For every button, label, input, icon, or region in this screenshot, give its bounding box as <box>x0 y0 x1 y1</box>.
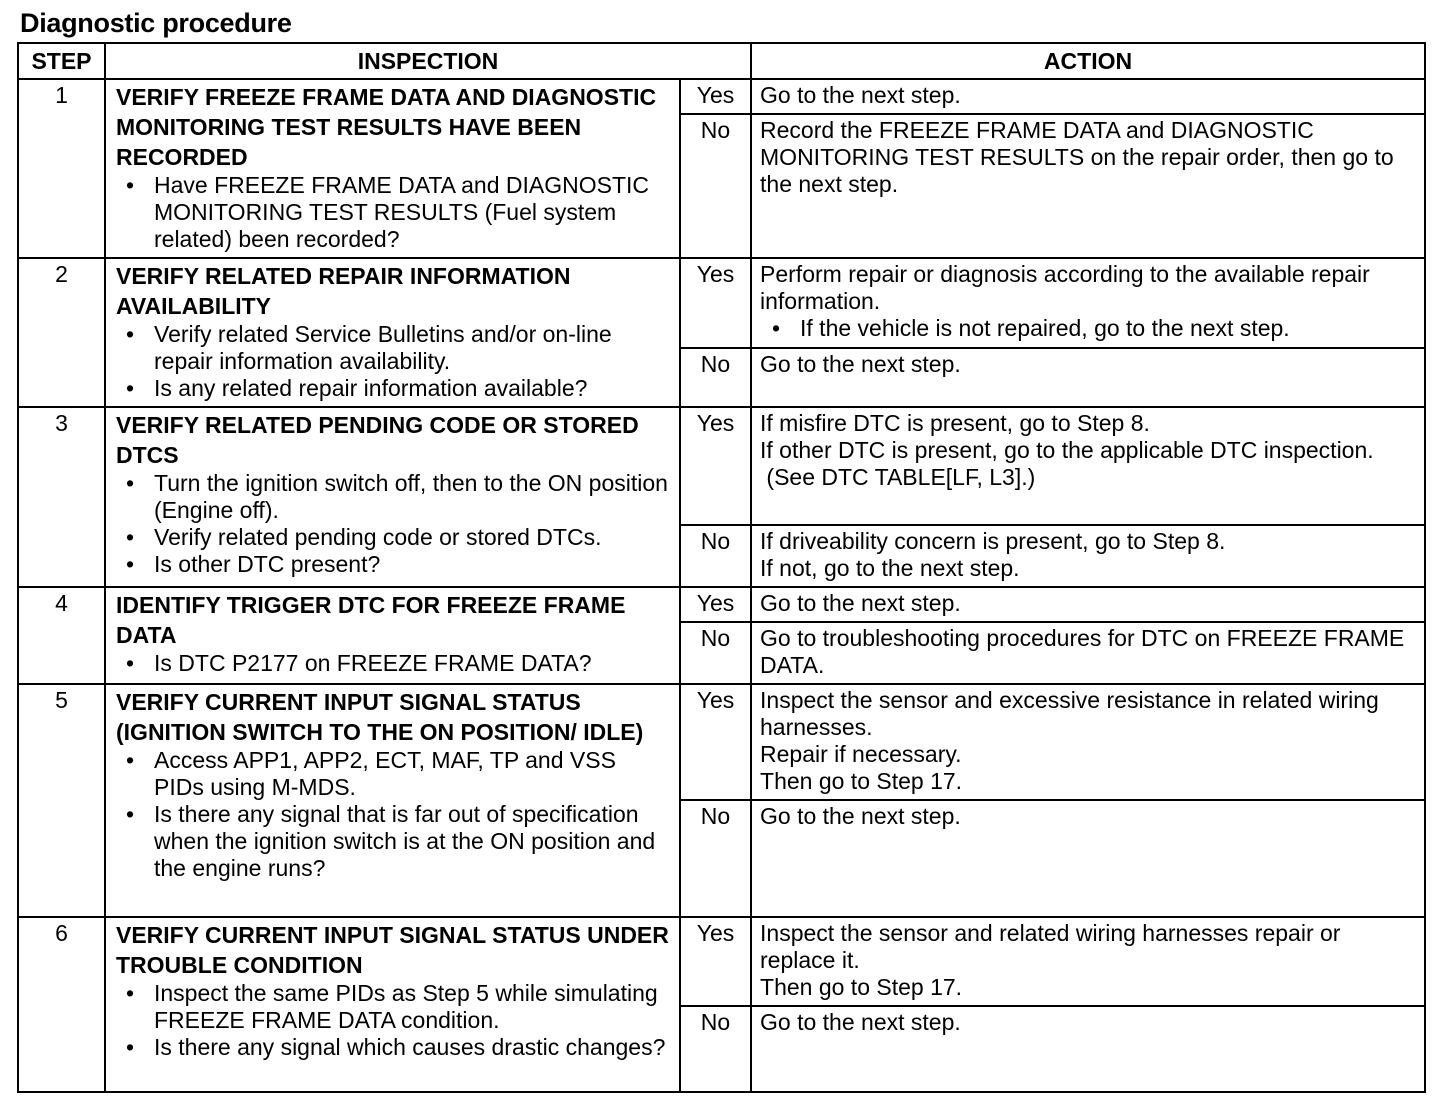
inspection-bullet-list <box>116 650 671 677</box>
inspection-bullet: • Have FREEZE FRAME DATA and DIAGNOSTIC MONITORING TEST RESULTS (Fuel system related) been recorded? <box>154 172 671 253</box>
action-text: Go to the next step. <box>760 590 961 616</box>
inspection-bullet: • Verify related Service Bulletins and/or on-line repair information availability. <box>154 321 671 375</box>
no-label: No <box>680 525 751 587</box>
inspection-cell <box>105 407 680 587</box>
inspection-bullet-list <box>116 321 671 402</box>
inspection-cell <box>105 587 680 684</box>
yes-action <box>751 917 1425 1006</box>
yes-label: Yes <box>680 258 751 348</box>
yes-label: Yes <box>680 684 751 800</box>
inspection-bullet: • Is there any signal that is far out of specification when the ignition switch is at the ON position and the engine runs? <box>154 801 671 882</box>
step-number: 4 <box>18 587 105 684</box>
step-number: 1 <box>18 79 105 258</box>
no-label: No <box>680 622 751 684</box>
action-text: Then go to Step 17. <box>760 974 963 1000</box>
action-text: Record the FREEZE FRAME DATA and DIAGNOSTIC MONITORING TEST RESULTS on the repair order, then go to the next step. <box>760 117 1394 198</box>
table-row <box>18 917 1425 1006</box>
inspection-bullet: • Is DTC P2177 on FREEZE FRAME DATA? <box>154 650 671 677</box>
table-row <box>18 79 1425 114</box>
no-action <box>751 348 1425 407</box>
inspection-bullet: • Turn the ignition switch off, then to the ON position (Engine off). <box>154 470 671 524</box>
no-label: No <box>680 800 751 917</box>
inspection-cell <box>105 917 680 1092</box>
inspection-cell <box>105 684 680 917</box>
inspection-heading: VERIFY CURRENT INPUT SIGNAL STATUS UNDER TROUBLE CONDITION <box>116 922 669 978</box>
step-number: 2 <box>18 258 105 407</box>
yes-label: Yes <box>680 587 751 622</box>
no-action <box>751 800 1425 917</box>
yes-label: Yes <box>680 917 751 1006</box>
table-row <box>18 684 1425 800</box>
inspection-heading: IDENTIFY TRIGGER DTC FOR FREEZE FRAME DATA <box>116 592 626 648</box>
no-label: No <box>680 348 751 407</box>
inspection-bullet-list <box>116 470 671 578</box>
step-number: 3 <box>18 407 105 587</box>
inspection-bullet-list <box>116 172 671 253</box>
action-column-header: ACTION <box>751 43 1425 79</box>
inspection-bullet: • Is there any signal which causes drastic changes? <box>154 1034 671 1061</box>
action-text: Go to the next step. <box>760 803 961 829</box>
yes-action <box>751 407 1425 525</box>
step-number: 5 <box>18 684 105 917</box>
inspection-bullet: • Verify related pending code or stored DTCs. <box>154 524 671 551</box>
inspection-cell <box>105 79 680 258</box>
action-text: If driveability concern is present, go to Step 8. <box>760 528 1226 554</box>
action-text: Then go to Step 17. <box>760 768 963 794</box>
inspection-bullet-list <box>116 980 671 1061</box>
inspection-heading: VERIFY RELATED PENDING CODE OR STORED DTCS <box>116 412 639 468</box>
inspection-bullet: • Access APP1, APP2, ECT, MAF, TP and VSS PIDs using M-MDS. <box>154 747 671 801</box>
inspection-bullet-list <box>116 747 671 882</box>
inspection-cell <box>105 258 680 407</box>
action-text: If misfire DTC is present, go to Step 8. <box>760 410 1150 436</box>
no-action <box>751 1006 1425 1092</box>
inspection-bullet: • Is other DTC present? <box>154 551 671 578</box>
step-column-header: STEP <box>18 43 105 79</box>
inspection-column-header: INSPECTION <box>105 43 751 79</box>
inspection-heading: VERIFY RELATED REPAIR INFORMATION AVAILABILITY <box>116 263 571 319</box>
yes-action <box>751 684 1425 800</box>
action-bullet-list <box>760 315 1416 342</box>
action-text: Inspect the sensor and related wiring harnesses repair or replace it. <box>760 920 1347 973</box>
action-text: Go to the next step. <box>760 351 961 377</box>
inspection-bullet: • Is any related repair information available? <box>154 375 671 402</box>
action-text: If not, go to the next step. <box>760 555 1020 581</box>
yes-label: Yes <box>680 407 751 525</box>
inspection-heading: VERIFY CURRENT INPUT SIGNAL STATUS (IGNITION SWITCH TO THE ON POSITION/ IDLE) <box>116 689 644 745</box>
action-text: (See DTC TABLE[LF, L3].) <box>760 464 1036 490</box>
step-number: 6 <box>18 917 105 1092</box>
table-row <box>18 587 1425 622</box>
table-row <box>18 407 1425 525</box>
action-text: Inspect the sensor and excessive resistance in related wiring harnesses. <box>760 687 1386 740</box>
table-body <box>18 79 1425 1092</box>
page-title: Diagnostic procedure <box>20 8 292 38</box>
yes-label: Yes <box>680 79 751 114</box>
action-text: Go to the next step. <box>760 1009 961 1035</box>
action-text: Go to troubleshooting procedures for DTC on FREEZE FRAME DATA. <box>760 625 1405 678</box>
yes-action <box>751 258 1425 348</box>
table-header-row <box>18 43 1425 79</box>
action-text: If other DTC is present, go to the applicable DTC inspection. <box>760 437 1374 463</box>
no-action <box>751 114 1425 258</box>
no-label: No <box>680 114 751 258</box>
action-text: Repair if necessary. <box>760 741 962 767</box>
diagnostic-procedure-table <box>17 42 1426 1093</box>
yes-action <box>751 79 1425 114</box>
no-label: No <box>680 1006 751 1092</box>
yes-action <box>751 587 1425 622</box>
no-action <box>751 525 1425 587</box>
no-action <box>751 622 1425 684</box>
action-bullet: • If the vehicle is not repaired, go to the next step. <box>800 315 1416 342</box>
inspection-bullet: • Inspect the same PIDs as Step 5 while simulating FREEZE FRAME DATA condition. <box>154 980 671 1034</box>
table-row <box>18 258 1425 348</box>
inspection-heading: VERIFY FREEZE FRAME DATA AND DIAGNOSTIC MONITORING TEST RESULTS HAVE BEEN RECORDED <box>116 84 657 170</box>
action-text: Go to the next step. <box>760 82 961 108</box>
action-text: Perform repair or diagnosis according to the available repair information. <box>760 261 1377 314</box>
